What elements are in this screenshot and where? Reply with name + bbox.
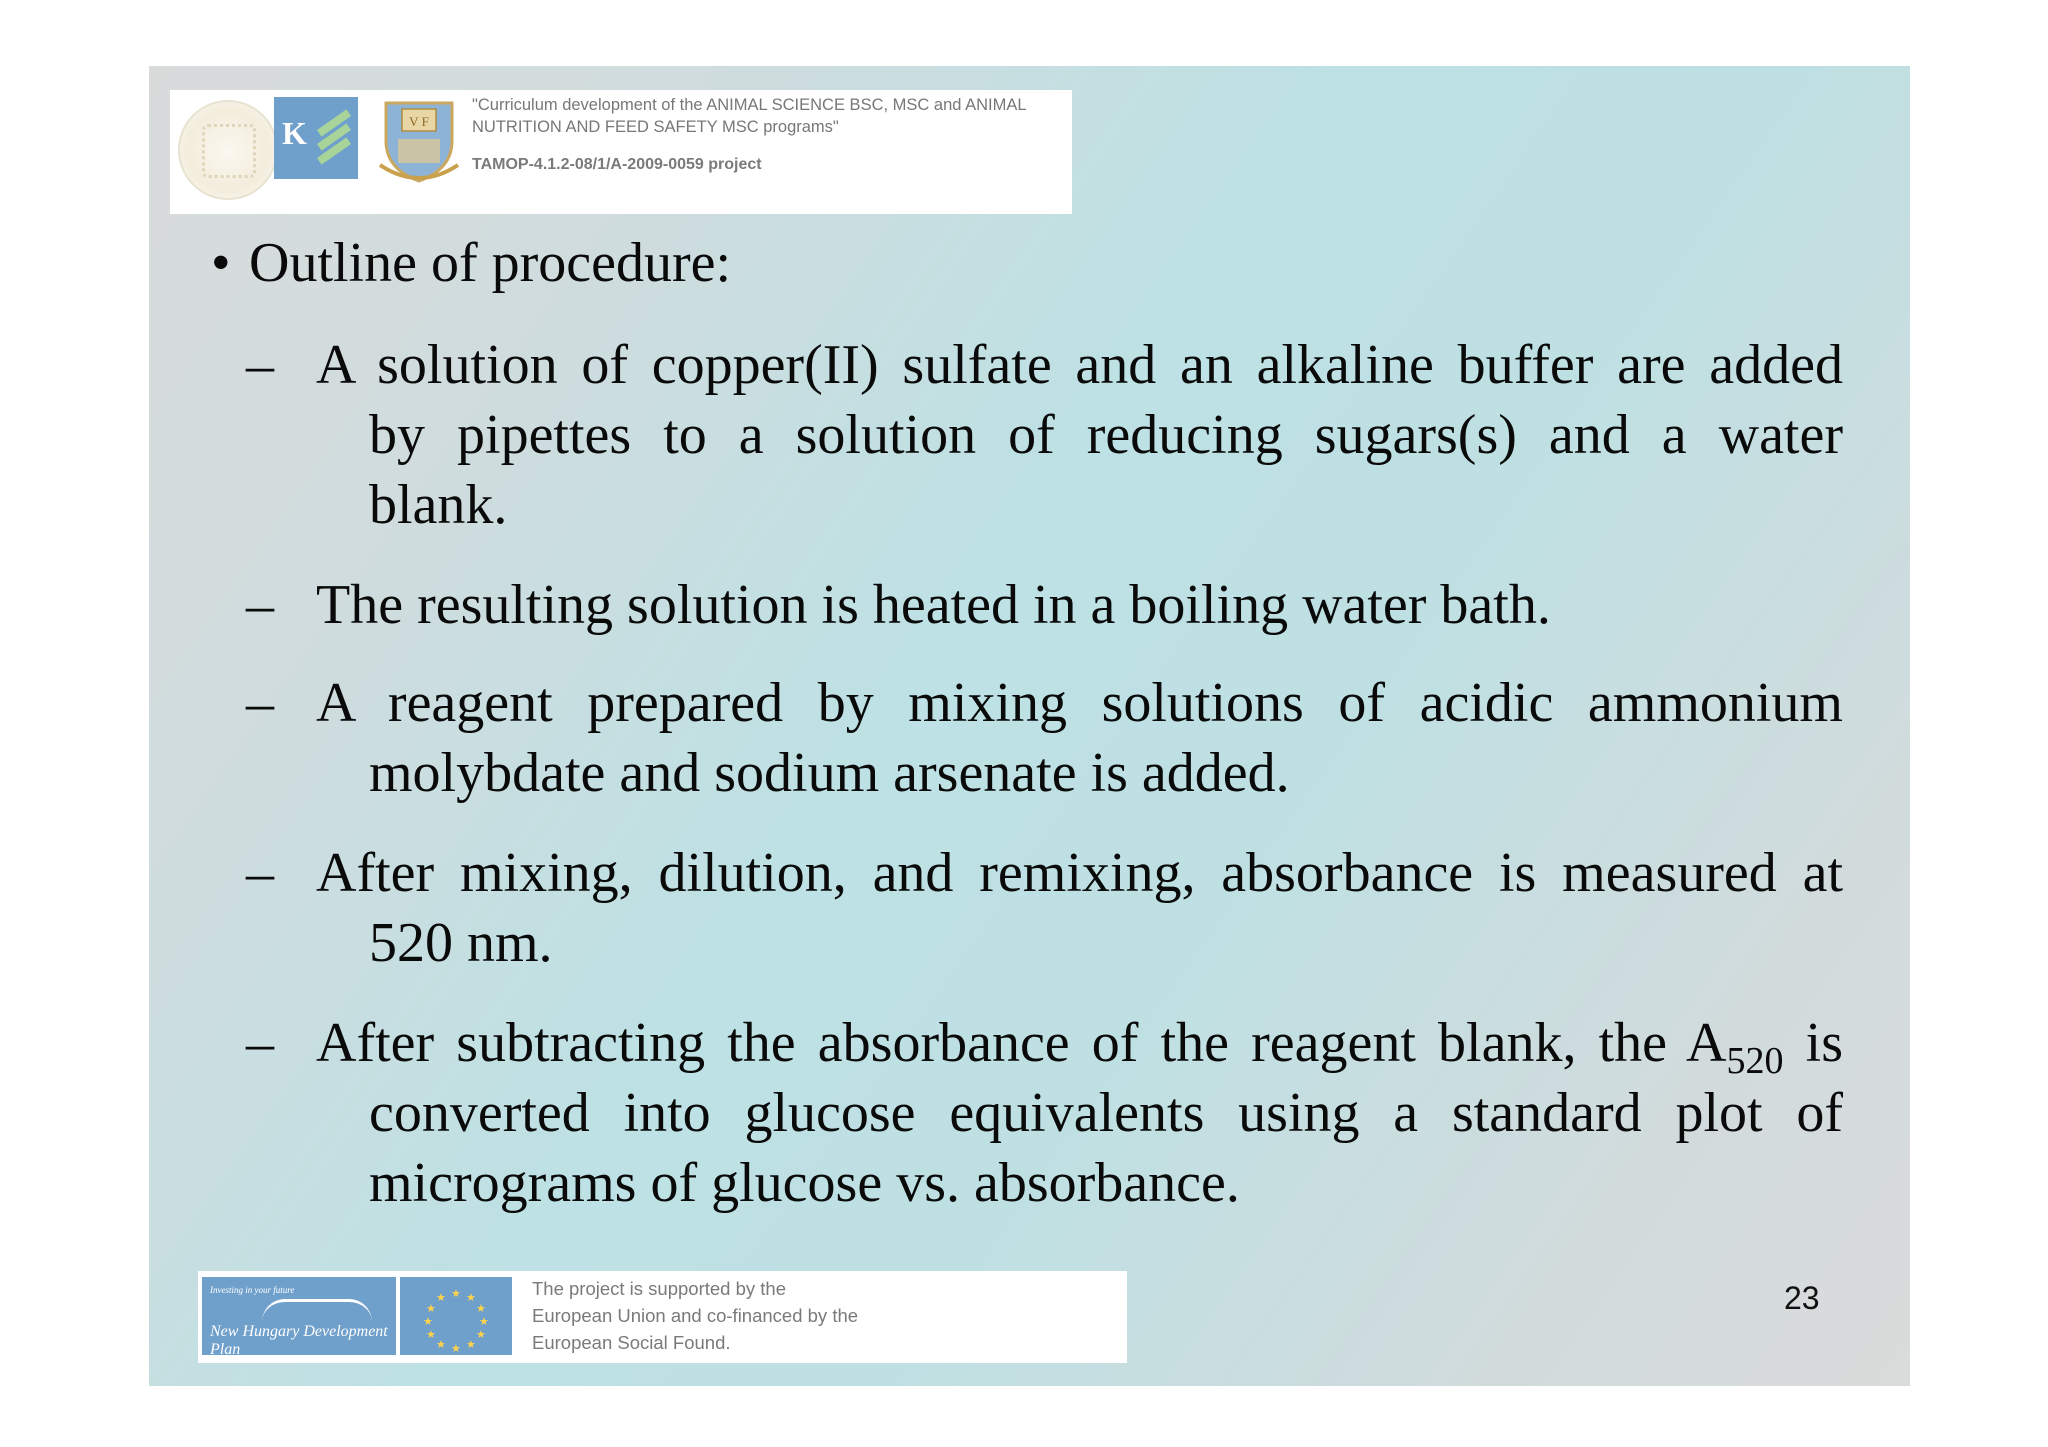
step-5-line-2: converted into glucose equivalents using a standard plot of <box>369 1082 1843 1144</box>
bullet-glyph: • <box>211 232 231 294</box>
procedure-step-5 <box>246 1008 1843 1218</box>
main-bullet <box>211 228 731 298</box>
footer-banner <box>198 1271 1127 1363</box>
bridge-icon <box>262 1299 372 1322</box>
university-seal-logo <box>178 100 278 200</box>
procedure-step-3 <box>246 668 1843 808</box>
procedure-step-2 <box>246 570 1843 640</box>
step-2-line-1: The resulting solution is heated in a boiling water bath. <box>316 574 1551 636</box>
absorbance-subscript: 520 <box>1726 1040 1784 1082</box>
support-statement <box>532 1275 858 1356</box>
shield-letters: V F <box>409 114 429 129</box>
dash-glyph: – <box>246 1012 274 1074</box>
support-line-3: European Social Found. <box>532 1332 731 1353</box>
step-1-line-1: A solution of copper(II) sulfate and an alkaline buffer are added <box>316 334 1843 396</box>
step-4-line-1: After mixing, dilution, and remixing, absorbance is measured at <box>316 842 1843 904</box>
shield-crest-logo <box>376 95 462 187</box>
procedure-step-4 <box>246 838 1843 978</box>
step-4-line-2: 520 nm. <box>369 912 553 974</box>
project-title-block <box>472 94 1067 174</box>
step-5-line-1-text: After subtracting the absorbance of the reagent blank, the A <box>316 1012 1727 1074</box>
dash-glyph: – <box>246 334 274 396</box>
project-title-line1: "Curriculum development of the ANIMAL SCIENCE BSC, MSC and ANIMAL <box>472 96 1027 114</box>
slide-heading: Outline of procedure: <box>249 232 732 294</box>
project-code: TAMOP-4.1.2-08/1/A-2009-0059 project <box>472 156 762 173</box>
step-5-line-3: micrograms of glucose vs. absorbance. <box>369 1152 1240 1214</box>
procedure-step-1 <box>246 330 1843 540</box>
support-line-2: European Union and co-financed by the <box>532 1305 859 1326</box>
new-hungary-development-plan-logo <box>202 1277 396 1358</box>
page-number: 23 <box>1784 1280 1820 1316</box>
nhdp-tagline: Investing in your future <box>210 1285 295 1295</box>
dash-glyph: – <box>246 672 274 734</box>
step-3-line-2: molybdate and sodium arsenate is added. <box>369 742 1290 804</box>
project-title-line2: NUTRITION AND FEED SAFETY MSC programs" <box>472 118 839 136</box>
dash-glyph: – <box>246 574 274 636</box>
eu-flag-logo: ★ ★ ★ ★ ★ ★ ★ ★ ★ ★ ★ ★ <box>400 1277 512 1355</box>
step-1-line-3: blank. <box>369 474 508 536</box>
nhdp-name: New Hungary Development Plan <box>210 1323 388 1358</box>
step-5-line-1-end: is <box>1783 1012 1843 1074</box>
k-logo <box>274 97 358 179</box>
k-logo-letter: K <box>282 115 307 151</box>
step-1-line-2: by pipettes to a solution of reducing sugars(s) and a water <box>369 404 1843 466</box>
step-3-line-1: A reagent prepared by mixing solutions of acidic ammonium <box>316 672 1843 734</box>
slide <box>149 66 1910 1386</box>
step-5-line-1 <box>316 1008 1843 1082</box>
dash-glyph: – <box>246 842 274 904</box>
header-banner <box>170 90 1072 214</box>
support-line-1: The project is supported by the <box>532 1278 787 1299</box>
